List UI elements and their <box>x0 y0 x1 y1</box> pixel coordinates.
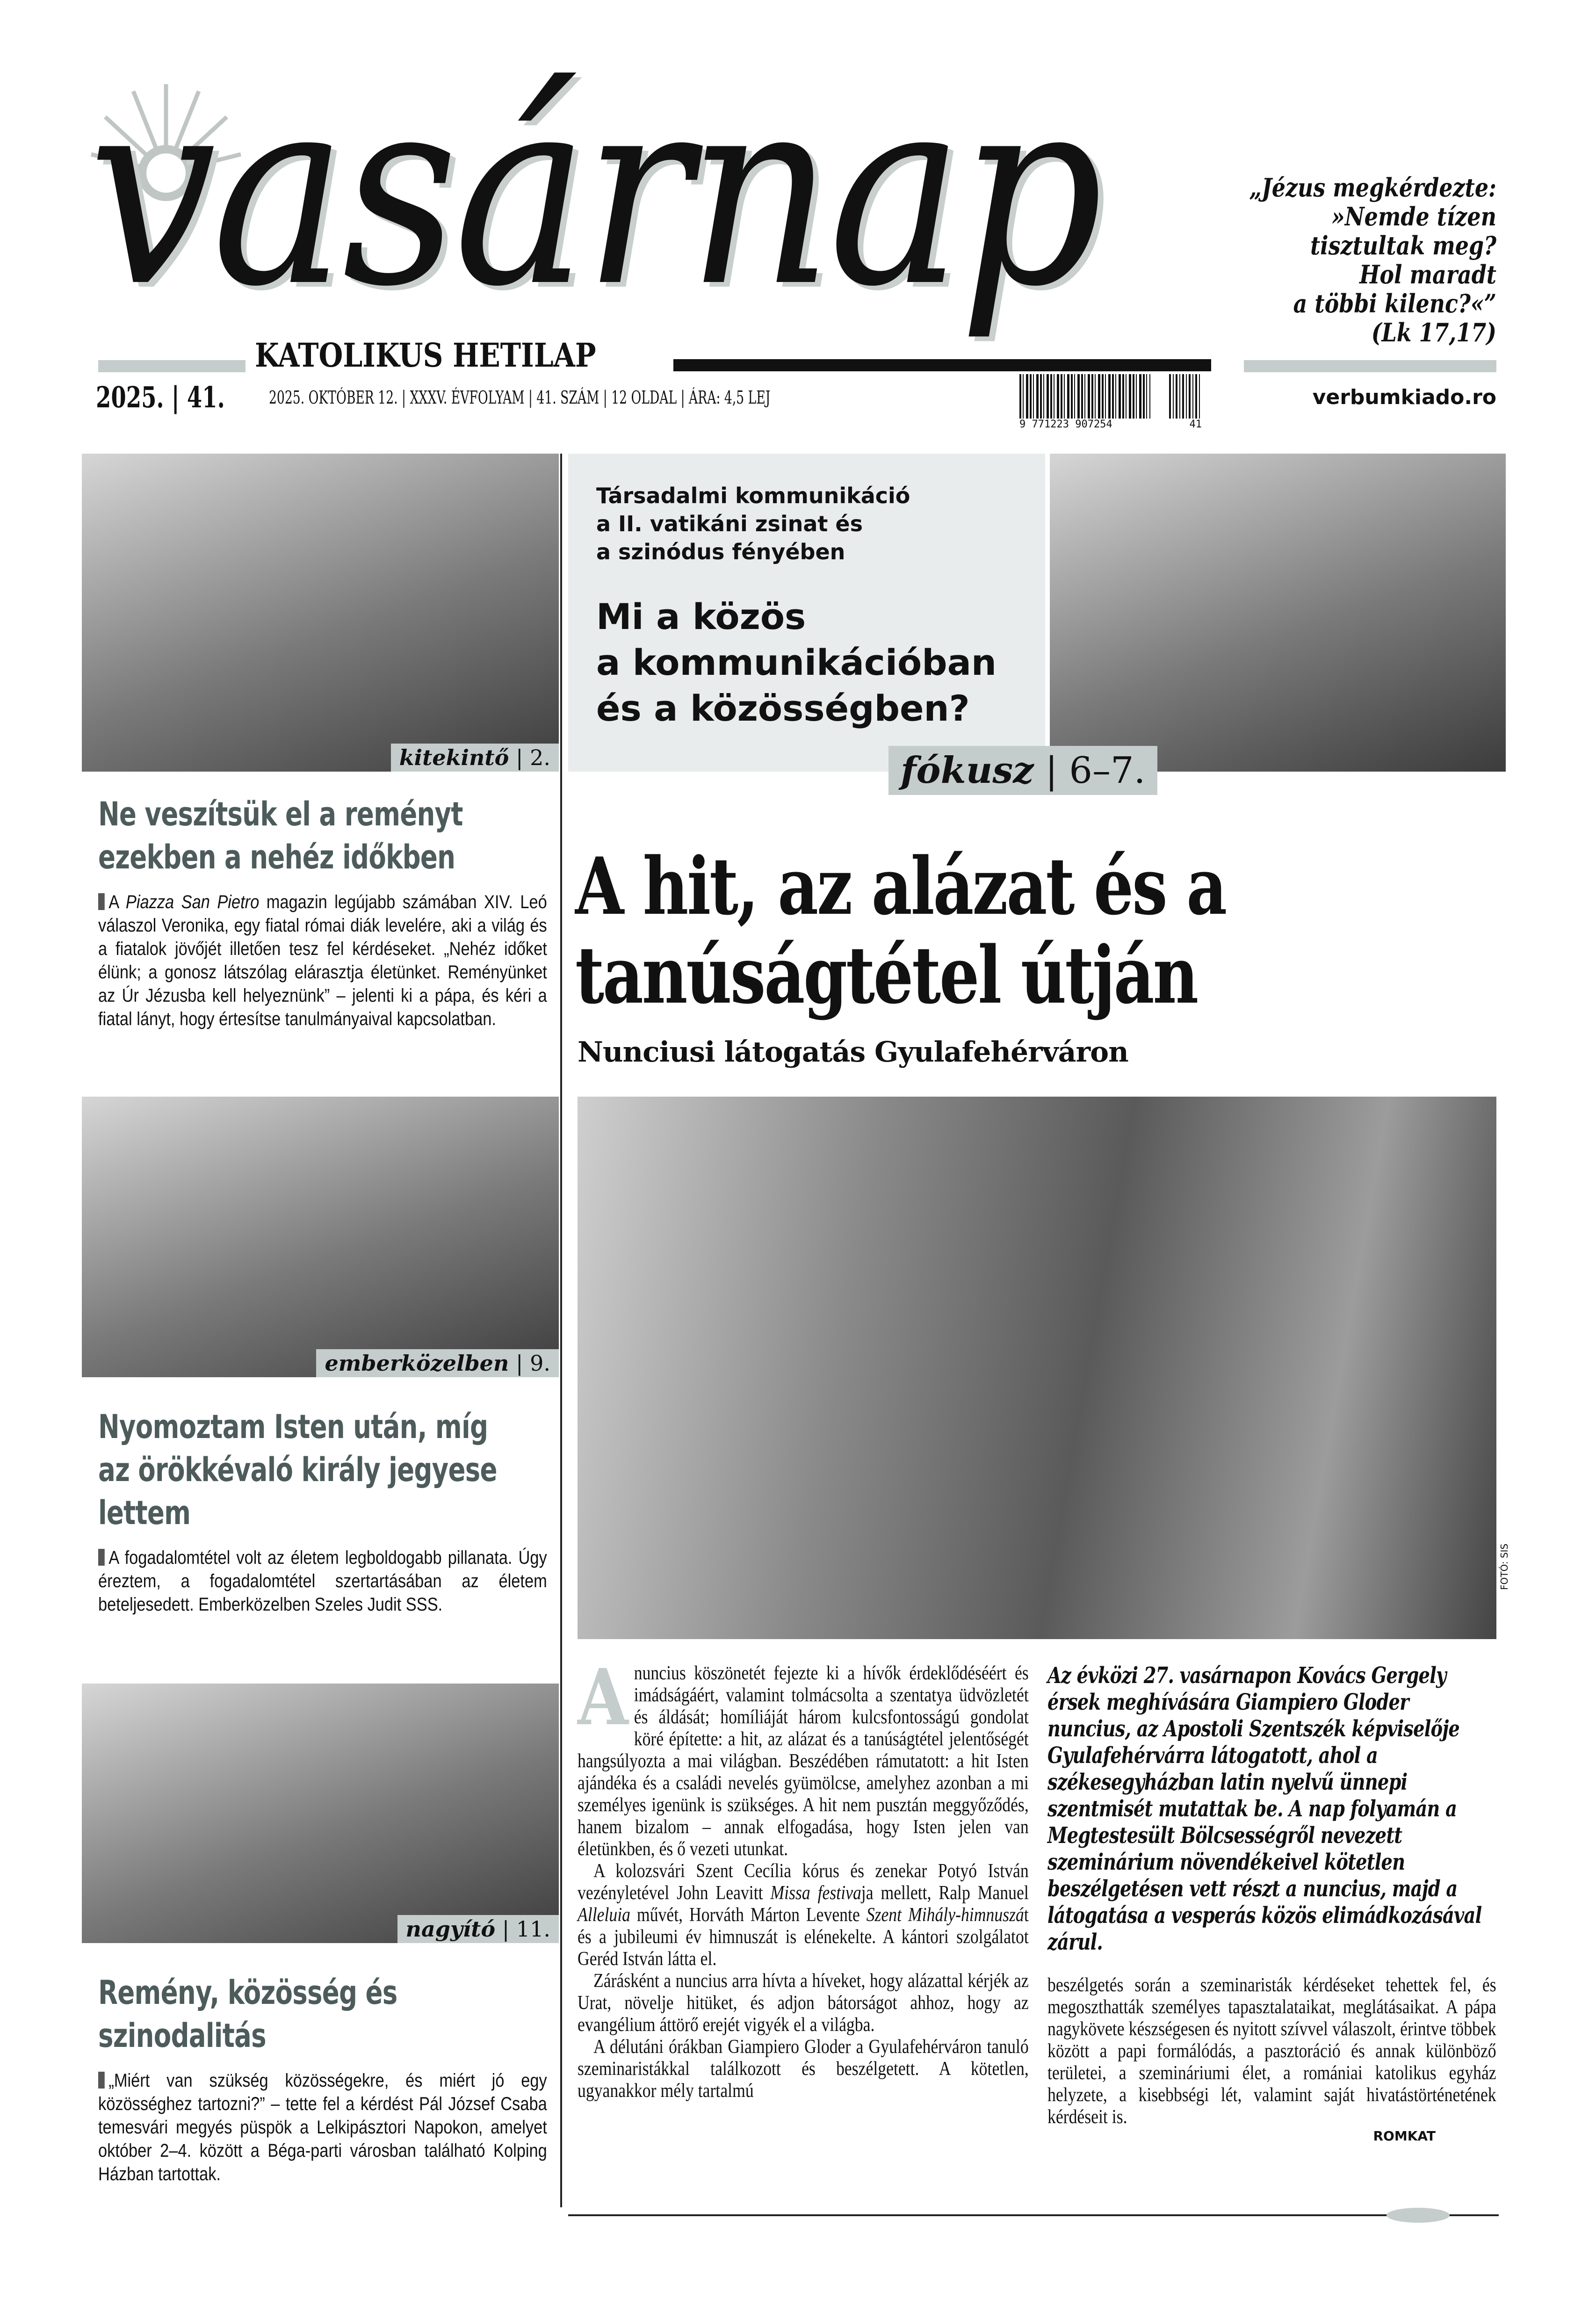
focus-teaser[interactable] <box>568 454 1045 772</box>
article-source: ROMKAT <box>1373 2128 1436 2144</box>
quote-line: »Nemde tízen <box>1331 202 1496 231</box>
focus-kicker: Társadalmi kommunikáció a II. vatikáni zsinat és a szinódus fényében <box>596 483 910 564</box>
teaser <box>98 793 561 1031</box>
masthead-bar-left <box>98 360 246 372</box>
quote-line: tisztultak meg? <box>1310 231 1496 260</box>
masthead-title: vasárnap <box>89 39 1099 344</box>
focus-section-tag[interactable]: fókusz | 6–7. <box>888 746 1157 795</box>
masthead-quote <box>1234 173 1496 347</box>
article-column-2 <box>1047 1662 1496 2144</box>
article-paragraph: A délutáni órákban Giampiero Gloder a Gyulafehérváron tanuló szeminaristákkal találkozott és beszélgetett. A kötetlen, ugyanakkor mély tartalmú <box>578 2036 1029 2102</box>
masthead-bar-right <box>1244 360 1496 372</box>
conference-hall-photo <box>82 1684 559 1943</box>
quote-line: Hol maradt <box>1359 260 1496 289</box>
photo-credit: FOTÓ: SIS <box>1499 1543 1510 1590</box>
end-mark <box>1387 2208 1450 2223</box>
vow-ceremony-photo <box>82 1097 559 1377</box>
section-tag[interactable]: kitekintő | 2. <box>391 744 559 772</box>
website-link[interactable]: verbumkiado.ro <box>1312 385 1496 409</box>
quote-line: a többi kilenc?«” <box>1293 289 1496 318</box>
issue-number: 2025. | 41. <box>96 380 225 414</box>
column-divider <box>560 454 562 2207</box>
nuncio-mass-photo <box>578 1097 1496 1639</box>
drop-cap: A <box>578 1652 628 1742</box>
teaser-body: A Piazza San Pietro magazin legújabb számában XIV. Leó válaszol Veronika, egy fiatal római diák levelére, aki a világ és a fiatalok jövőjét illetően tesz fel kérdéseket. „Nehéz időket élünk; a gonosz látszólag elárasztja életünket. Reményünket az Úr Jézusba kell helyeznünk” – jelenti ki a pápa, és kéri a fiatal lányt, hogy értesítse tanulmányaival kapcsolatban. <box>98 892 547 1029</box>
article-paragraph: nuncius köszönetét fejezte ki a hívők érdeklődéséért és imádságáért, valamint tolmácsolta a szentatya üdvözletét és áldását; homíliáját három kulcsfontosságú gondolat köré építette: a hit, az alázat és a tanúságtétel jelentőségét hangsúlyozta a mai világban. Beszédében rámutatott: a hit Isten ajándéka és a családi nevelés gyümölcse, amelyhez azonban a mi személyes igenünk is szükséges. A hit nem pusztán meggyőződés, hanem bizalom – annak elfogadása, hogy Isten jelen van életünkben, és ő vezeti utunkat. <box>578 1662 1029 1860</box>
article-column-1 <box>578 1652 1029 2102</box>
teaser-headline[interactable]: Nyomoztam Isten után, míg az örökkévaló király jegyese lettem <box>98 1408 497 1532</box>
barcode-number: 9 771223 907254 <box>1019 419 1112 430</box>
issue-details: 2025. OKTÓBER 12. | XXXV. ÉVFOLYAM | 41. SZÁM | 12 OLDAL | ÁRA: 4,5 LEJ <box>269 387 771 408</box>
main-headline[interactable]: A hit, az alázat és a tanúságtétel útján <box>575 840 1226 1021</box>
teaser <box>98 1971 561 2186</box>
article-paragraph: Zárásként a nuncius arra hívta a híveket, hogy alázattal kérjék az Urat, növelje hitüket, és adjon bátorságot ahhoz, hogy az evangélium áttörő erejét vigyék el a világba. <box>578 1970 1029 2036</box>
quote-reference: (Lk 17,17) <box>1371 318 1496 347</box>
masthead-subtitle: KATOLIKUS HETILAP <box>255 336 596 375</box>
section-tag[interactable]: emberközelben | 9. <box>316 1349 559 1377</box>
pope-photo <box>82 454 559 772</box>
focus-title: Mi a közös a kommunikációban és a közösségben? <box>596 596 997 729</box>
teaser-body: A fogadalomtétel volt az életem legboldogabb pillanata. Úgy éreztem, a fogadalomtétel szertartásában az életem beteljesedett. Emberközelben Szeles Judit SSS. <box>98 1547 547 1615</box>
section-tag[interactable]: nagyító | 11. <box>397 1915 559 1943</box>
main-headline-wrap <box>575 842 1501 1019</box>
main-subheadline: Nunciusi látogatás Gyulafehérváron <box>578 1036 1128 1069</box>
masthead-bar-center <box>673 359 1211 371</box>
bottom-rule <box>568 2214 1499 2216</box>
synod-assembly-photo <box>1050 454 1506 772</box>
teaser-headline[interactable]: Ne veszítsük el a reményt ezekben a nehéz időkben <box>98 795 463 876</box>
article-paragraph: A kolozsvári Szent Cecília kórus és zenekar Potyó István vezényletével John Leavitt Missa festivaja mellett, Ralp Manuel Alleluia művét, Horváth Márton Levente Szent Mihály-himnuszát és a jubileumi év himnuszát is elénekelte. A kántori szolgálatot Geréd István látta el. <box>578 1860 1029 1970</box>
teaser <box>98 1405 561 1616</box>
quote-line: „Jézus megkérdezte: <box>1249 173 1496 202</box>
article-lead: Az évközi 27. vasárnapon Kovács Gergely érsek meghívására Giampiero Gloder nuncius, az Apostoli Szentszék képviselője Gyulafehérvárra látogatott, ahol a székesegyházban latin nyelvű ünnepi szentmisét mutattak be. A nap folyamán a Megtestesült Bölcsességről nevezett szeminárium növendékeivel kötetlen beszélgetésen vett részt a nuncius, majd a látogatása a vesperás közös elimádkozásával zárul. <box>1047 1662 1482 1955</box>
teaser-body: „Miért van szükség közösségekre, és miért jó egy közösséghez tartozni?” – tette fel a kérdést Pál József Csaba temesvári megyés püspök a Lelkipásztori Napokon, amelyet október 2–4. között a Béga-parti városban található Kolping Házban tartottak. <box>98 2070 547 2184</box>
teaser-headline[interactable]: Remény, közösség és szinodalitás <box>98 1973 397 2055</box>
barcode-addon: 41 <box>1189 419 1202 430</box>
article-paragraph: beszélgetés során a szeminaristák kérdéseket tehettek fel, és megoszthatták személyes tapasztalataikat, meglátásaikat. A pápa nagykövete készségesen és nyitott szívvel válaszolt, érintve többek között a papi formálódás, a pasztoráció és annak különböző területei, a szemináriumi élet, a romániai katolikus egyház helyzete, a kisebbségi lét, valamint saját hivatástörténetének kérdéseit is. <box>1047 1974 1496 2128</box>
barcode <box>1019 374 1206 435</box>
